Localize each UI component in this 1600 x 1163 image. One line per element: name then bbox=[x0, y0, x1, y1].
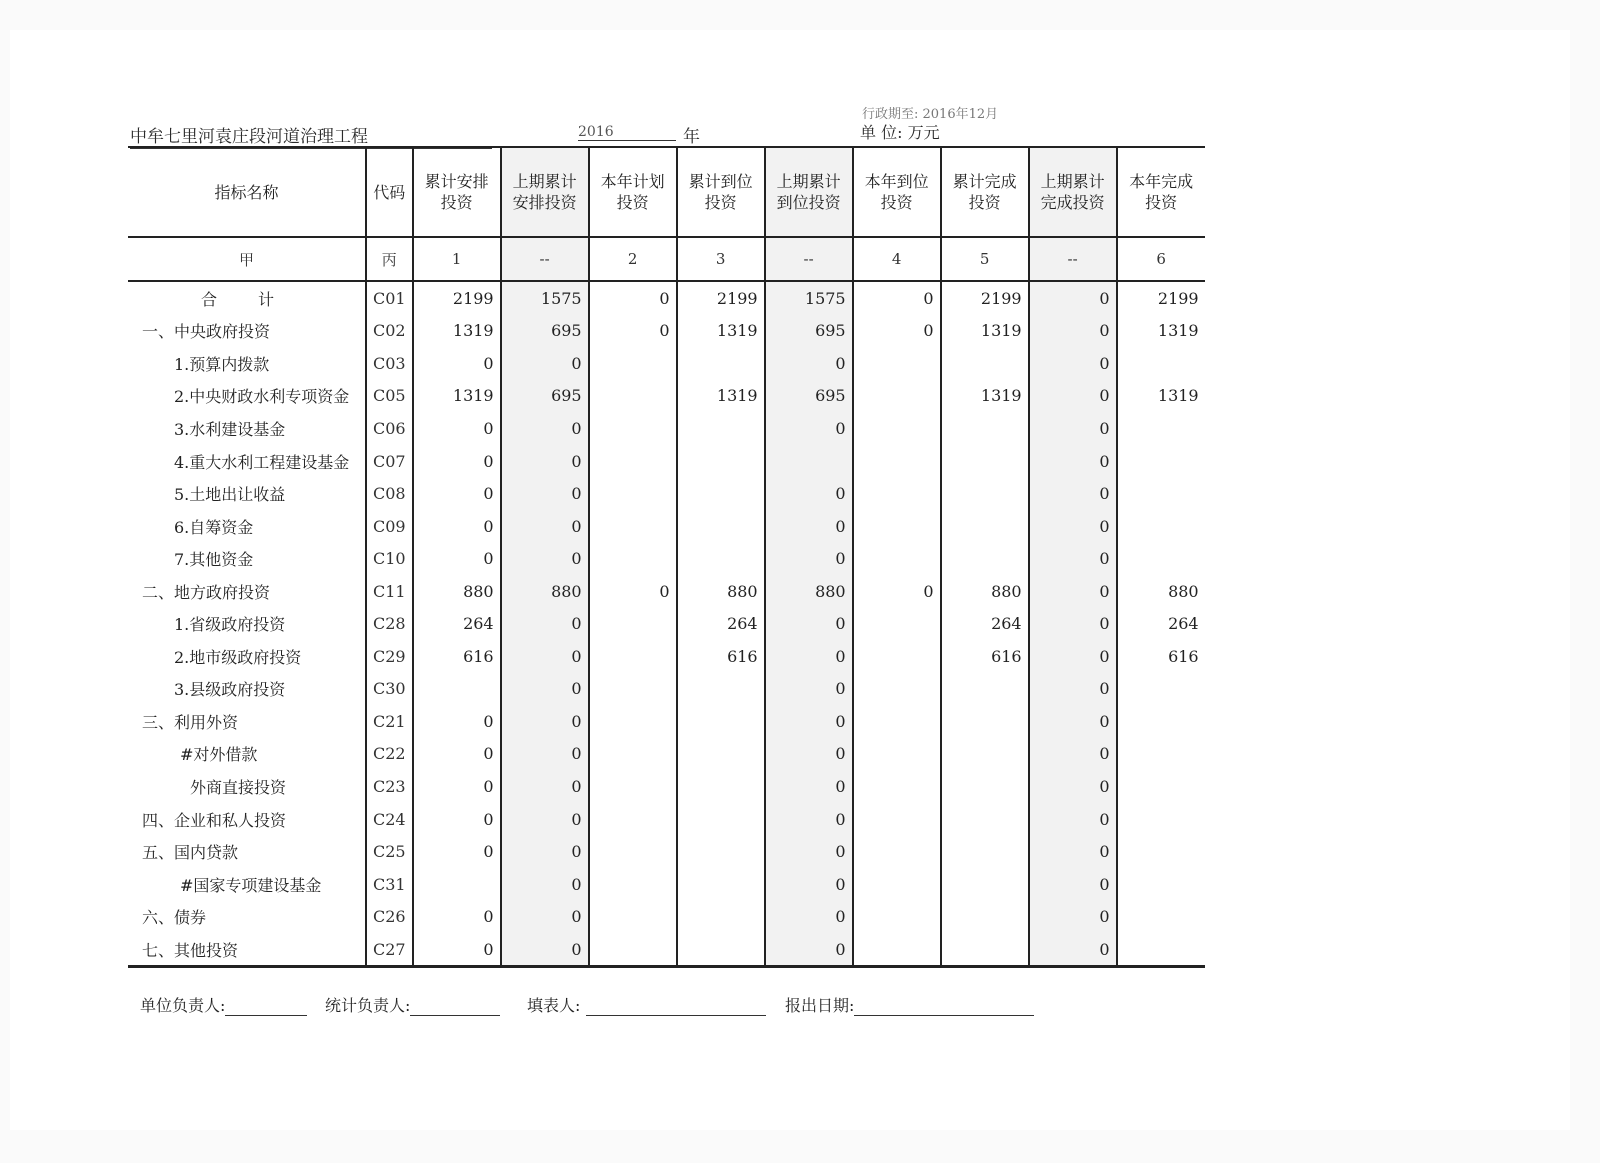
cell-value: 880 bbox=[765, 575, 853, 608]
stats-head-blank[interactable] bbox=[410, 999, 500, 1016]
row-code: C07 bbox=[366, 445, 413, 478]
cell-value: 0 bbox=[413, 412, 501, 445]
cell-value: 0 bbox=[853, 281, 941, 315]
cell-value: 1319 bbox=[1117, 380, 1205, 413]
cell-value bbox=[589, 380, 677, 413]
cell-value: 264 bbox=[1117, 607, 1205, 640]
column-key: 1 bbox=[413, 237, 501, 281]
report-year: 2016 bbox=[578, 124, 676, 141]
cell-value bbox=[677, 868, 765, 901]
column-key: -- bbox=[501, 237, 589, 281]
table-row bbox=[128, 607, 1205, 640]
row-name: 六、债券 bbox=[142, 908, 207, 928]
cell-value bbox=[941, 542, 1029, 575]
row-code: C08 bbox=[366, 477, 413, 510]
column-key: 4 bbox=[853, 237, 941, 281]
cell-value: 0 bbox=[413, 770, 501, 803]
row-name: #国家专项建设基金 bbox=[180, 875, 322, 895]
cell-value bbox=[941, 412, 1029, 445]
cell-value bbox=[677, 510, 765, 543]
cell-value bbox=[853, 380, 941, 413]
cell-value bbox=[677, 542, 765, 575]
cell-value: 0 bbox=[589, 281, 677, 315]
cell-value bbox=[853, 933, 941, 967]
cell-value: 0 bbox=[765, 673, 853, 706]
table-row bbox=[128, 445, 1205, 478]
row-code: C27 bbox=[366, 933, 413, 967]
column-key: 甲 bbox=[128, 237, 366, 281]
cell-value: 880 bbox=[413, 575, 501, 608]
table-row bbox=[128, 542, 1205, 575]
cell-value: 1319 bbox=[677, 315, 765, 348]
cell-value bbox=[589, 835, 677, 868]
cell-value: 616 bbox=[677, 640, 765, 673]
cell-value: 0 bbox=[853, 575, 941, 608]
cell-value: 0 bbox=[1029, 575, 1117, 608]
column-key: -- bbox=[765, 237, 853, 281]
cell-value: 264 bbox=[677, 607, 765, 640]
cell-value bbox=[853, 835, 941, 868]
cell-value: 264 bbox=[941, 607, 1029, 640]
cell-value: 0 bbox=[765, 900, 853, 933]
cell-value: 1575 bbox=[501, 281, 589, 315]
cell-value: 880 bbox=[677, 575, 765, 608]
cell-value bbox=[941, 477, 1029, 510]
row-code: C09 bbox=[366, 510, 413, 543]
row-code: C01 bbox=[366, 281, 413, 315]
column-header: 指标名称 bbox=[128, 147, 366, 237]
cell-value: 0 bbox=[1029, 607, 1117, 640]
cell-value bbox=[1117, 770, 1205, 803]
table-body bbox=[128, 281, 1205, 967]
column-header: 本年到位投资 bbox=[853, 147, 941, 237]
cell-value: 0 bbox=[765, 412, 853, 445]
cell-value bbox=[589, 477, 677, 510]
cell-value bbox=[1117, 705, 1205, 738]
cell-value: 0 bbox=[1029, 868, 1117, 901]
cell-value: 0 bbox=[589, 575, 677, 608]
column-header: 累计到位投资 bbox=[677, 147, 765, 237]
filler-blank[interactable] bbox=[586, 999, 766, 1016]
cell-value: 0 bbox=[501, 510, 589, 543]
cell-value bbox=[1117, 803, 1205, 836]
cell-value: 0 bbox=[501, 835, 589, 868]
cell-value bbox=[677, 445, 765, 478]
cell-value bbox=[589, 640, 677, 673]
table-row bbox=[128, 412, 1205, 445]
cell-value: 0 bbox=[1029, 380, 1117, 413]
report-date-label: 报出日期: bbox=[785, 996, 855, 1015]
row-code: C30 bbox=[366, 673, 413, 706]
cell-value: 0 bbox=[1029, 835, 1117, 868]
cell-value bbox=[765, 445, 853, 478]
cell-value bbox=[1117, 738, 1205, 771]
row-name: 4.重大水利工程建设基金 bbox=[174, 452, 350, 472]
cell-value: 695 bbox=[765, 315, 853, 348]
row-code: C03 bbox=[366, 347, 413, 380]
cell-value bbox=[941, 770, 1029, 803]
cell-value: 0 bbox=[501, 933, 589, 967]
cell-value: 0 bbox=[765, 640, 853, 673]
cell-value: 0 bbox=[589, 315, 677, 348]
cell-value: 0 bbox=[853, 315, 941, 348]
cell-value bbox=[853, 770, 941, 803]
report-date-field bbox=[785, 993, 1034, 1016]
cell-value: 0 bbox=[1029, 738, 1117, 771]
cell-value: 0 bbox=[765, 803, 853, 836]
cell-value: 695 bbox=[765, 380, 853, 413]
cell-value: 0 bbox=[765, 738, 853, 771]
cell-value: 0 bbox=[1029, 933, 1117, 967]
cell-value: 0 bbox=[1029, 705, 1117, 738]
cell-value bbox=[677, 705, 765, 738]
column-header: 累计安排投资 bbox=[413, 147, 501, 237]
cell-value bbox=[677, 933, 765, 967]
cell-value bbox=[941, 803, 1029, 836]
row-name: 7.其他资金 bbox=[174, 550, 254, 570]
cell-value bbox=[941, 738, 1029, 771]
unit-label: 单 位: 万元 bbox=[860, 123, 940, 142]
cell-value bbox=[1117, 542, 1205, 575]
table-row bbox=[128, 900, 1205, 933]
cell-value: 0 bbox=[413, 933, 501, 967]
row-code: C29 bbox=[366, 640, 413, 673]
cell-value: 695 bbox=[501, 380, 589, 413]
cell-value bbox=[853, 738, 941, 771]
cell-value bbox=[589, 673, 677, 706]
cell-value bbox=[853, 445, 941, 478]
project-name: 中牟七里河袁庄段河道治理工程 bbox=[130, 122, 492, 149]
cutoff-note bbox=[862, 103, 998, 113]
row-name: 二、地方政府投资 bbox=[142, 582, 271, 602]
row-code: C22 bbox=[366, 738, 413, 771]
cell-value: 0 bbox=[765, 933, 853, 967]
cell-value: 616 bbox=[941, 640, 1029, 673]
cell-value bbox=[1117, 445, 1205, 478]
row-code: C23 bbox=[366, 770, 413, 803]
cell-value: 0 bbox=[501, 640, 589, 673]
row-name: 外商直接投资 bbox=[190, 777, 287, 797]
cell-value: 0 bbox=[1029, 803, 1117, 836]
column-header: 本年计划投资 bbox=[589, 147, 677, 237]
cell-value: 1319 bbox=[941, 380, 1029, 413]
cell-value: 0 bbox=[413, 347, 501, 380]
cell-value: 0 bbox=[765, 510, 853, 543]
row-code: C24 bbox=[366, 803, 413, 836]
column-key: -- bbox=[1029, 237, 1117, 281]
cell-value bbox=[853, 542, 941, 575]
column-header-row bbox=[128, 147, 1205, 237]
cell-value bbox=[941, 347, 1029, 380]
unit-head-label: 单位负责人: bbox=[140, 996, 226, 1015]
cell-value: 0 bbox=[1029, 542, 1117, 575]
cell-value: 0 bbox=[413, 738, 501, 771]
cell-value: 0 bbox=[1029, 477, 1117, 510]
table-row bbox=[128, 673, 1205, 706]
column-header: 上期累计到位投资 bbox=[765, 147, 853, 237]
cell-value: 0 bbox=[501, 542, 589, 575]
filler-label: 填表人: bbox=[527, 996, 581, 1015]
filler-field bbox=[527, 993, 766, 1016]
cell-value bbox=[853, 347, 941, 380]
cell-value: 1319 bbox=[677, 380, 765, 413]
cell-value: 0 bbox=[1029, 770, 1117, 803]
cell-value bbox=[589, 868, 677, 901]
cell-value bbox=[1117, 673, 1205, 706]
table-row bbox=[128, 281, 1205, 315]
row-code: C25 bbox=[366, 835, 413, 868]
cell-value bbox=[677, 835, 765, 868]
row-name: 2.地市级政府投资 bbox=[174, 647, 302, 667]
stats-head-field bbox=[325, 993, 500, 1016]
column-header: 上期累计完成投资 bbox=[1029, 147, 1117, 237]
row-name: #对外借款 bbox=[180, 745, 258, 765]
cell-value bbox=[1117, 510, 1205, 543]
row-code: C10 bbox=[366, 542, 413, 575]
cell-value: 0 bbox=[501, 673, 589, 706]
cell-value: 616 bbox=[1117, 640, 1205, 673]
table-row bbox=[128, 477, 1205, 510]
row-code: C28 bbox=[366, 607, 413, 640]
cell-value: 0 bbox=[1029, 445, 1117, 478]
report-date-blank[interactable] bbox=[854, 999, 1034, 1016]
cell-value bbox=[853, 640, 941, 673]
cell-value: 0 bbox=[413, 542, 501, 575]
cell-value: 1319 bbox=[413, 315, 501, 348]
cell-value bbox=[1117, 835, 1205, 868]
cell-value bbox=[1117, 347, 1205, 380]
table-row bbox=[128, 705, 1205, 738]
table-row bbox=[128, 933, 1205, 967]
row-name: 1.省级政府投资 bbox=[174, 615, 286, 635]
unit-head-field bbox=[140, 993, 307, 1016]
row-name: 3.水利建设基金 bbox=[174, 419, 286, 439]
cell-value bbox=[1117, 900, 1205, 933]
table-row bbox=[128, 803, 1205, 836]
table-row bbox=[128, 315, 1205, 348]
table-row bbox=[128, 575, 1205, 608]
cell-value: 0 bbox=[501, 738, 589, 771]
cell-value: 0 bbox=[765, 770, 853, 803]
cell-value bbox=[677, 673, 765, 706]
row-name: 2.中央财政水利专项资金 bbox=[174, 387, 350, 407]
cell-value: 0 bbox=[765, 347, 853, 380]
cell-value: 264 bbox=[413, 607, 501, 640]
cell-value: 0 bbox=[501, 803, 589, 836]
cell-value bbox=[589, 770, 677, 803]
cell-value: 880 bbox=[941, 575, 1029, 608]
cell-value: 2199 bbox=[1117, 281, 1205, 315]
cell-value: 0 bbox=[413, 835, 501, 868]
column-header: 本年完成投资 bbox=[1117, 147, 1205, 237]
row-name: 五、国内贷款 bbox=[142, 843, 239, 863]
cell-value: 0 bbox=[413, 477, 501, 510]
cell-value bbox=[853, 705, 941, 738]
cell-value: 0 bbox=[413, 705, 501, 738]
cell-value: 0 bbox=[413, 900, 501, 933]
cell-value: 1319 bbox=[1117, 315, 1205, 348]
cell-value: 0 bbox=[765, 477, 853, 510]
column-header: 累计完成投资 bbox=[941, 147, 1029, 237]
cell-value: 0 bbox=[1029, 510, 1117, 543]
cell-value: 0 bbox=[501, 900, 589, 933]
cell-value: 0 bbox=[501, 412, 589, 445]
table-row bbox=[128, 510, 1205, 543]
cell-value bbox=[413, 673, 501, 706]
cell-value: 2199 bbox=[413, 281, 501, 315]
cell-value bbox=[941, 900, 1029, 933]
table-row bbox=[128, 738, 1205, 771]
cell-value bbox=[941, 835, 1029, 868]
cell-value: 0 bbox=[501, 868, 589, 901]
cell-value bbox=[941, 933, 1029, 967]
column-key-row bbox=[128, 237, 1205, 281]
cell-value: 0 bbox=[765, 835, 853, 868]
cell-value: 0 bbox=[501, 770, 589, 803]
column-key: 2 bbox=[589, 237, 677, 281]
row-code: C06 bbox=[366, 412, 413, 445]
cell-value bbox=[941, 673, 1029, 706]
cell-value bbox=[589, 803, 677, 836]
cell-value: 0 bbox=[1029, 281, 1117, 315]
cell-value bbox=[941, 445, 1029, 478]
cell-value: 0 bbox=[1029, 315, 1117, 348]
cell-value bbox=[589, 933, 677, 967]
cell-value: 0 bbox=[765, 542, 853, 575]
cell-value bbox=[589, 607, 677, 640]
cell-value: 0 bbox=[765, 607, 853, 640]
row-name: 一、中央政府投资 bbox=[142, 322, 271, 342]
table-row bbox=[128, 868, 1205, 901]
year-label: 年 bbox=[683, 127, 700, 147]
cell-value bbox=[677, 412, 765, 445]
cell-value: 0 bbox=[501, 705, 589, 738]
cell-value bbox=[853, 868, 941, 901]
cell-value bbox=[589, 705, 677, 738]
table-row bbox=[128, 835, 1205, 868]
cell-value: 0 bbox=[413, 803, 501, 836]
cell-value: 0 bbox=[413, 445, 501, 478]
row-code: C26 bbox=[366, 900, 413, 933]
cell-value: 0 bbox=[1029, 347, 1117, 380]
cell-value: 695 bbox=[501, 315, 589, 348]
cell-value: 0 bbox=[501, 445, 589, 478]
cell-value: 0 bbox=[765, 705, 853, 738]
row-name: 5.土地出让收益 bbox=[174, 485, 286, 505]
cell-value: 0 bbox=[501, 607, 589, 640]
investment-table bbox=[128, 146, 1205, 968]
cell-value bbox=[677, 770, 765, 803]
cell-value: 2199 bbox=[677, 281, 765, 315]
cell-value bbox=[413, 868, 501, 901]
row-name: 3.县级政府投资 bbox=[174, 680, 286, 700]
row-name: 四、企业和私人投资 bbox=[142, 810, 287, 830]
cell-value: 0 bbox=[1029, 673, 1117, 706]
cell-value bbox=[1117, 412, 1205, 445]
cell-value bbox=[677, 477, 765, 510]
cell-value bbox=[853, 673, 941, 706]
cell-value bbox=[853, 510, 941, 543]
cell-value bbox=[589, 445, 677, 478]
cell-value bbox=[1117, 933, 1205, 967]
cell-value: 1319 bbox=[941, 315, 1029, 348]
cell-value: 0 bbox=[1029, 900, 1117, 933]
cell-value: 2199 bbox=[941, 281, 1029, 315]
cell-value: 0 bbox=[1029, 412, 1117, 445]
cell-value bbox=[941, 868, 1029, 901]
row-name: 1.预算内拨款 bbox=[174, 354, 270, 374]
row-code: C21 bbox=[366, 705, 413, 738]
column-key: 3 bbox=[677, 237, 765, 281]
cell-value bbox=[589, 900, 677, 933]
row-name: 七、其他投资 bbox=[128, 933, 366, 967]
cell-value: 0 bbox=[501, 477, 589, 510]
cell-value bbox=[589, 738, 677, 771]
unit-head-blank[interactable] bbox=[225, 999, 307, 1016]
cell-value bbox=[941, 510, 1029, 543]
table-row bbox=[128, 380, 1205, 413]
cell-value bbox=[853, 607, 941, 640]
column-header: 上期累计安排投资 bbox=[501, 147, 589, 237]
cell-value bbox=[1117, 477, 1205, 510]
cell-value bbox=[589, 347, 677, 380]
cell-value bbox=[853, 412, 941, 445]
cell-value: 616 bbox=[413, 640, 501, 673]
cell-value: 880 bbox=[1117, 575, 1205, 608]
column-key: 丙 bbox=[366, 237, 413, 281]
cell-value: 1575 bbox=[765, 281, 853, 315]
cell-value bbox=[853, 900, 941, 933]
cell-value bbox=[589, 542, 677, 575]
cell-value bbox=[677, 803, 765, 836]
cell-value bbox=[1117, 868, 1205, 901]
row-code: C11 bbox=[366, 575, 413, 608]
row-name: 三、利用外资 bbox=[142, 712, 239, 732]
cell-value bbox=[941, 705, 1029, 738]
cell-value: 880 bbox=[501, 575, 589, 608]
table-row bbox=[128, 640, 1205, 673]
column-header: 代码 bbox=[366, 147, 413, 237]
cell-value: 1319 bbox=[413, 380, 501, 413]
row-code: C31 bbox=[366, 868, 413, 901]
row-code: C02 bbox=[366, 315, 413, 348]
table-row bbox=[128, 770, 1205, 803]
cell-value bbox=[677, 347, 765, 380]
cell-value bbox=[853, 803, 941, 836]
cell-value bbox=[677, 900, 765, 933]
stats-head-label: 统计负责人: bbox=[325, 996, 411, 1015]
column-key: 6 bbox=[1117, 237, 1205, 281]
cell-value: 0 bbox=[1029, 640, 1117, 673]
row-code: C05 bbox=[366, 380, 413, 413]
row-name: 6.自筹资金 bbox=[174, 517, 254, 537]
column-key: 5 bbox=[941, 237, 1029, 281]
cell-value: 0 bbox=[765, 868, 853, 901]
cell-value: 0 bbox=[413, 510, 501, 543]
cell-value bbox=[677, 738, 765, 771]
cell-value bbox=[589, 412, 677, 445]
row-name: 合 计 bbox=[200, 289, 293, 309]
cell-value bbox=[853, 477, 941, 510]
cell-value: 0 bbox=[501, 347, 589, 380]
table-row bbox=[128, 347, 1205, 380]
cell-value bbox=[589, 510, 677, 543]
